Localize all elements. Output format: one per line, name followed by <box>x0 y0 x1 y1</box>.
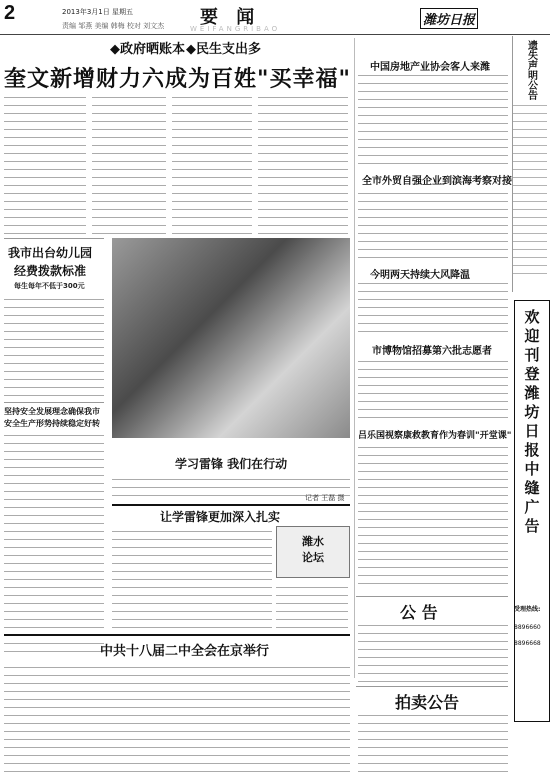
commentary-badge <box>276 526 350 578</box>
right-story-3-title: 今明两天持续大风降温 <box>370 270 470 281</box>
sidebar-phone-1: 8896660 <box>514 624 541 631</box>
lead-body-col-4 <box>258 94 348 234</box>
lead-body-col-3 <box>172 94 252 234</box>
auction-title: 拍卖公告 <box>395 693 460 712</box>
story-kindergarten-title: 我市出台幼儿园 <box>8 246 93 260</box>
story-safety-title-2: 安全生产形势持续稳定好转 <box>4 419 100 428</box>
sidebar-lost-label: 遗失声明公告 <box>525 40 537 100</box>
sidebar-phone-2: 8896668 <box>514 640 541 647</box>
lead-kicker-left: ◆政府晒账本 <box>110 42 185 57</box>
right-story-5-body <box>358 444 508 584</box>
bottom-headline: 中共十八届二中全会在京举行 <box>100 644 270 659</box>
story-kindergarten-sub: 每生每年不低于300元 <box>14 282 85 290</box>
commentary-title: 让学雷锋更加深入扎实 <box>160 510 281 524</box>
sidebar-ad <box>514 300 550 722</box>
commentary-body <box>112 528 272 628</box>
issue-date: 2013年3月1日 星期五 <box>62 8 133 16</box>
editor-line: 责编 邹燕 美编 韩梅 校对 刘文杰 <box>62 22 165 30</box>
right-story-1-title: 中国房地产业协会客人来潍 <box>370 62 490 73</box>
right-story-4-title: 市博物馆招募第六批志愿者 <box>372 346 492 357</box>
paper-logo: 潍坊日报 <box>420 8 478 29</box>
right-story-2-body <box>358 188 508 258</box>
story-kindergarten-title-2: 经费拨款标准 <box>14 264 87 278</box>
lead-headline: 奎文新增财力六成为百姓"买幸福" <box>4 67 351 92</box>
right-story-5-title: 吕乐国视察康救教育作为春训"开堂课" <box>358 431 512 441</box>
right-story-1-body <box>358 74 508 164</box>
photo-caption-text <box>112 472 350 496</box>
section-title: 要 闻 <box>200 7 261 28</box>
auction-body <box>358 712 508 772</box>
sidebar-lost-body <box>513 104 547 274</box>
story-kindergarten-body <box>4 296 104 396</box>
sidebar-ad-text: 欢迎刊登潍坊日报中缝广告 <box>522 309 541 537</box>
sidebar-lost-notices <box>512 36 549 292</box>
lead-kicker-right: ◆民生支出多 <box>186 42 261 57</box>
commentary-body-2 <box>276 580 348 628</box>
notice-body <box>358 622 508 682</box>
right-story-2-title: 全市外贸自强企业到滨海考察对接 <box>362 176 512 187</box>
section-pinyin: WEIFANGRIBAO <box>190 25 281 33</box>
photo-lei-feng <box>112 238 350 438</box>
lead-body-col-1 <box>4 94 86 234</box>
bottom-story-body <box>4 660 350 772</box>
right-story-3-body <box>358 282 508 332</box>
photo-credit: 记者 王磊 摄 <box>305 494 345 502</box>
sidebar-hotline-label: 受理热线: <box>514 606 541 613</box>
story-safety-title: 坚持安全发展理念确保我市 <box>4 407 100 416</box>
commentary-badge-line-2: 论坛 <box>302 551 324 564</box>
page-number: 2 <box>4 2 16 24</box>
masthead-rule <box>0 34 550 35</box>
story-safety-body <box>4 432 104 652</box>
commentary-badge-line-1: 潍水 <box>302 535 324 548</box>
photo-caption-title: 学习雷锋 我们在行动 <box>175 457 288 471</box>
lead-body-col-2 <box>92 94 166 234</box>
right-story-4-body <box>358 358 508 418</box>
notice-title: 公 告 <box>400 603 438 622</box>
